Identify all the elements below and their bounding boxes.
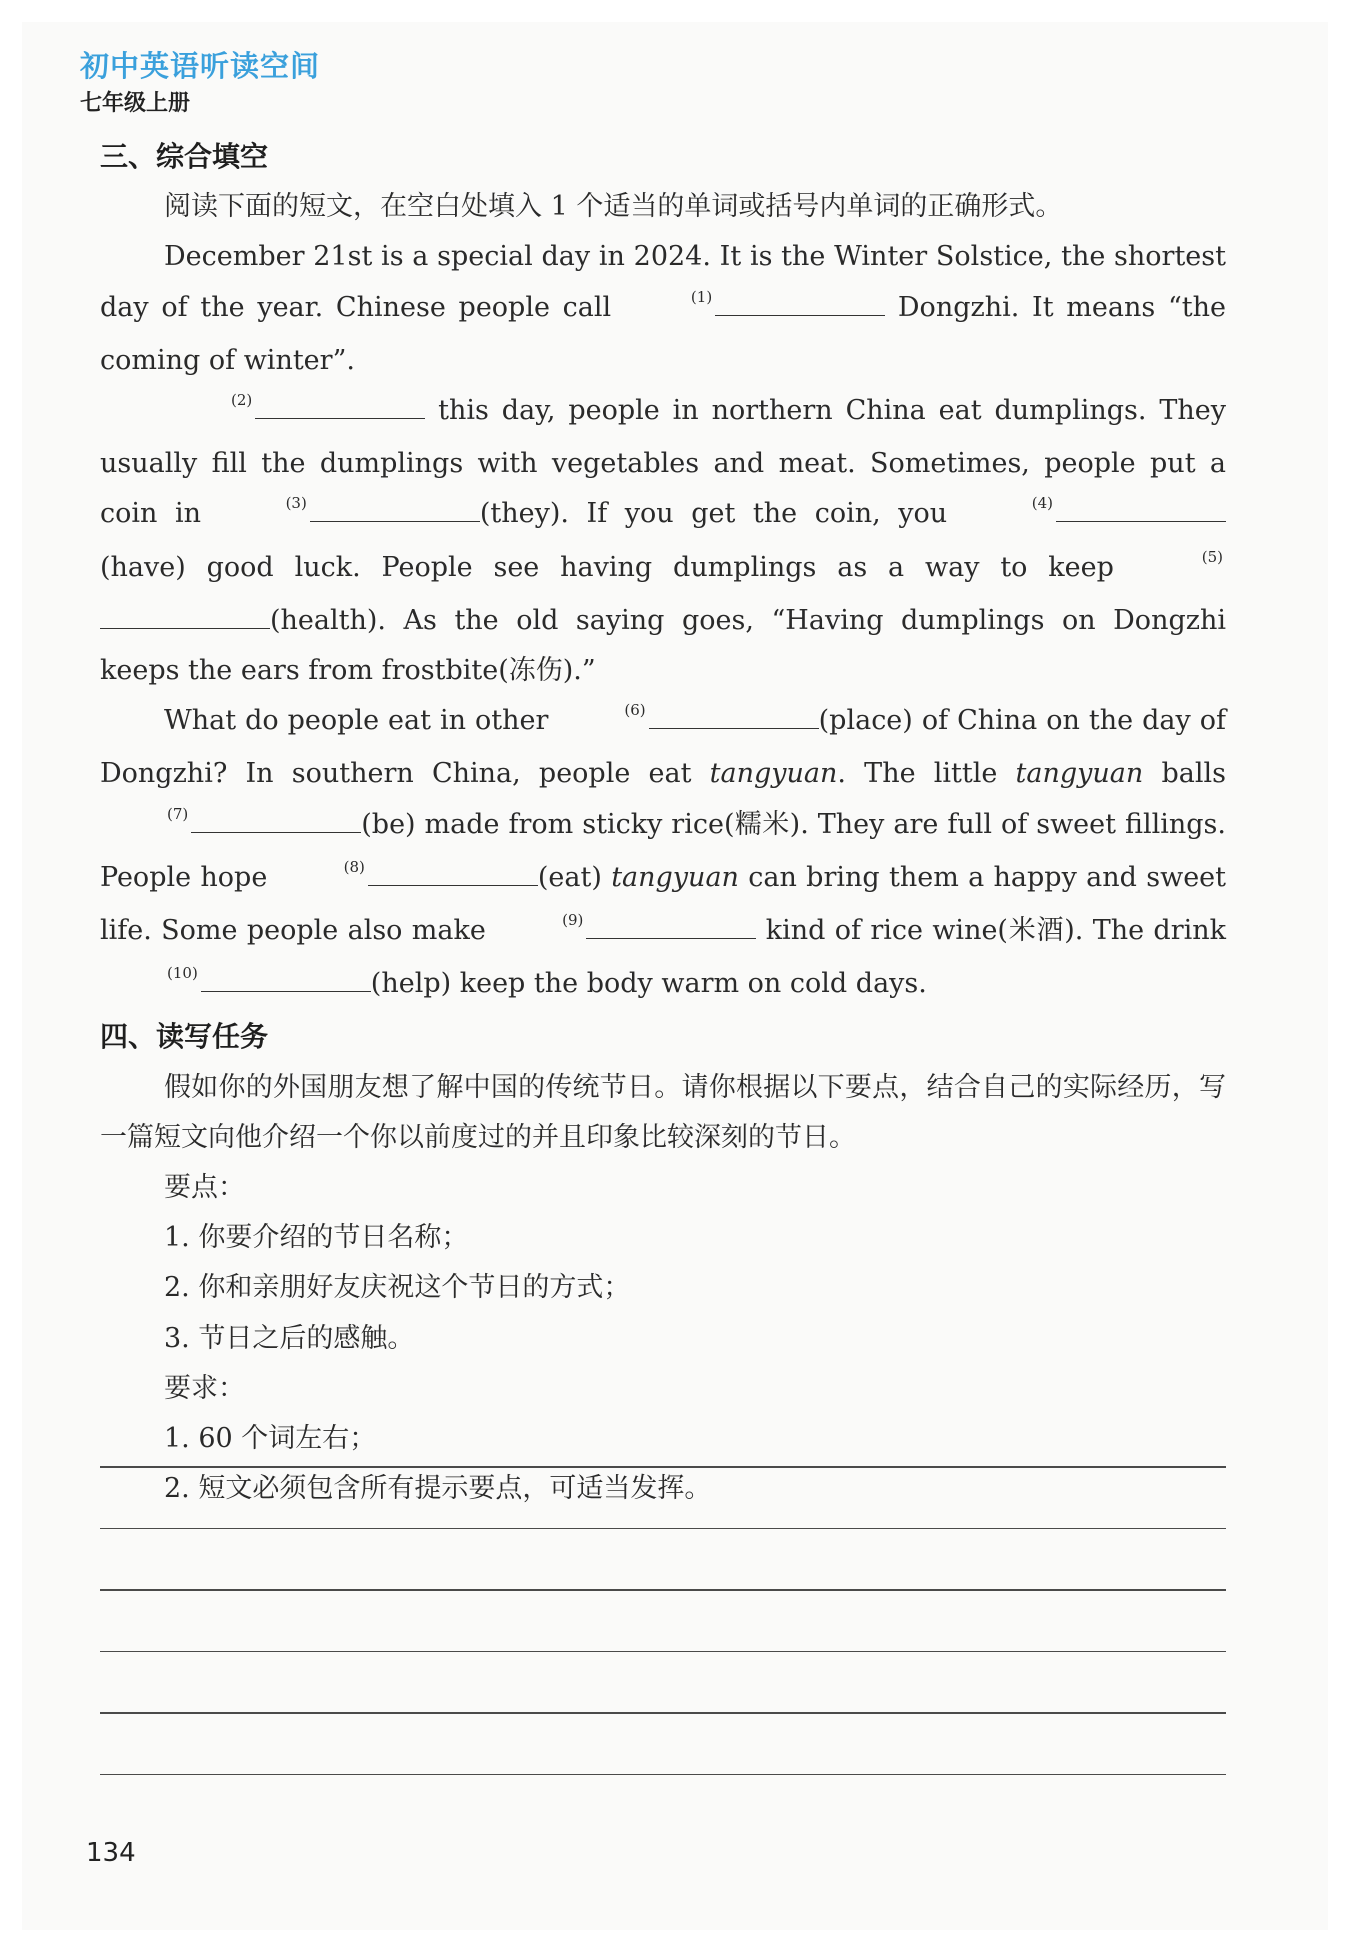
blank-number-2: (2) <box>231 391 253 410</box>
writing-line[interactable] <box>100 1712 1226 1714</box>
passage-paragraph-1 <box>100 232 1226 386</box>
answer-blank-7[interactable] <box>191 809 361 833</box>
requirements-label: 要求： <box>164 1372 245 1404</box>
page-number: 134 <box>86 1838 136 1868</box>
writing-line[interactable] <box>100 1466 1226 1468</box>
passage-text: balls <box>1143 758 1227 790</box>
blank-number-9: (9) <box>562 911 584 930</box>
passage-text: (eat) <box>537 861 612 893</box>
blank-number-4: (4) <box>1031 494 1053 513</box>
answer-blank-2[interactable] <box>255 395 425 419</box>
main-content <box>100 132 1226 1514</box>
passage-text: (be) made from sticky rice(糯米). They are full of sweet fillings. People hope <box>100 808 1226 893</box>
passage-text: (they). If you get the coin, you <box>479 498 965 530</box>
answer-blank-5[interactable] <box>100 605 270 629</box>
italic-term: tangyuan <box>611 861 739 893</box>
answer-blank-3[interactable] <box>310 498 480 522</box>
section-3-heading: 三、综合填空 <box>100 140 269 173</box>
answer-blank-1[interactable] <box>715 292 885 316</box>
writing-line[interactable] <box>100 1589 1226 1591</box>
passage-text: . The little <box>837 758 1016 790</box>
book-title: 初中英语听读空间 <box>80 49 321 83</box>
blank-number-7: (7) <box>167 804 189 823</box>
passage-text: What do people eat in other <box>164 705 558 737</box>
answer-blank-8[interactable] <box>368 862 538 886</box>
blank-number-10: (10) <box>167 964 198 983</box>
point-item-2: 2. 你和亲朋好友庆祝这个节日的方式； <box>164 1272 631 1304</box>
passage-paragraph-2 <box>100 386 1226 696</box>
passage-text: this day, people in northern China eat dumplings. They usually fill the dumplings with vegetables and meat. Sometimes, people put a coin in <box>100 395 1226 530</box>
blank-number-6: (6) <box>624 701 646 720</box>
passage-text: Dongzhi. It means “the coming of winter”. <box>100 291 1226 376</box>
passage-text: kind of rice wine(米酒). The drink <box>756 915 1226 947</box>
italic-term: tangyuan <box>1015 758 1144 790</box>
blank-number-3: (3) <box>285 494 307 513</box>
section-3-instruction: 阅读下面的短文，在空白处填入 1 个适当的单词或括号内单词的正确形式。 <box>164 191 1063 223</box>
passage-text: can bring them a happy and sweet life. Some people also make <box>100 861 1226 947</box>
book-subtitle: 七年级上册 <box>80 91 191 116</box>
blank-number-1: (1) <box>690 287 713 306</box>
passage-text: (help) keep the body warm on cold days. <box>370 968 927 1000</box>
passage-text: (have) good luck. People see having dumplings as a way to keep <box>100 551 1135 583</box>
italic-term: tangyuan <box>709 758 838 790</box>
blank-number-5: (5) <box>1201 547 1223 566</box>
writing-line[interactable] <box>100 1774 1226 1776</box>
blank-number-8: (8) <box>343 857 365 876</box>
point-item-3: 3. 节日之后的感触。 <box>164 1322 415 1354</box>
requirement-item-2: 2. 短文必须包含所有提示要点，可适当发挥。 <box>164 1473 712 1505</box>
section-4-intro: 假如你的外国朋友想了解中国的传统节日。请你根据以下要点，结合自己的实际经历，写一篇短文向他介绍一个你以前度过的并且印象比较深刻的节日。 <box>100 1071 1226 1153</box>
points-label: 要点： <box>164 1172 245 1204</box>
passage-text: (place) of China on the day of Dongzhi? In southern China, people eat <box>100 705 1226 790</box>
answer-blank-9[interactable] <box>586 915 756 939</box>
passage-paragraph-3 <box>100 696 1226 1012</box>
answer-blank-6[interactable] <box>649 705 819 729</box>
writing-line[interactable] <box>100 1528 1226 1530</box>
writing-area[interactable] <box>100 1466 1226 1835</box>
section-4-heading: 四、读写任务 <box>100 1020 269 1054</box>
passage-text: (health). As the old saying goes, “Having dumplings on Dongzhi keeps the ears from frostbite(冻伤).” <box>100 604 1226 687</box>
answer-blank-4[interactable] <box>1056 498 1226 522</box>
passage-text: December 21st is a special day in 2024. It is the Winter Solstice, the shortest day of the year. Chinese people call <box>100 241 1226 323</box>
writing-line[interactable] <box>100 1651 1226 1653</box>
answer-blank-10[interactable] <box>201 968 371 992</box>
requirement-item-1: 1. 60 个词左右； <box>164 1423 377 1455</box>
point-item-1: 1. 你要介绍的节日名称； <box>164 1222 469 1254</box>
